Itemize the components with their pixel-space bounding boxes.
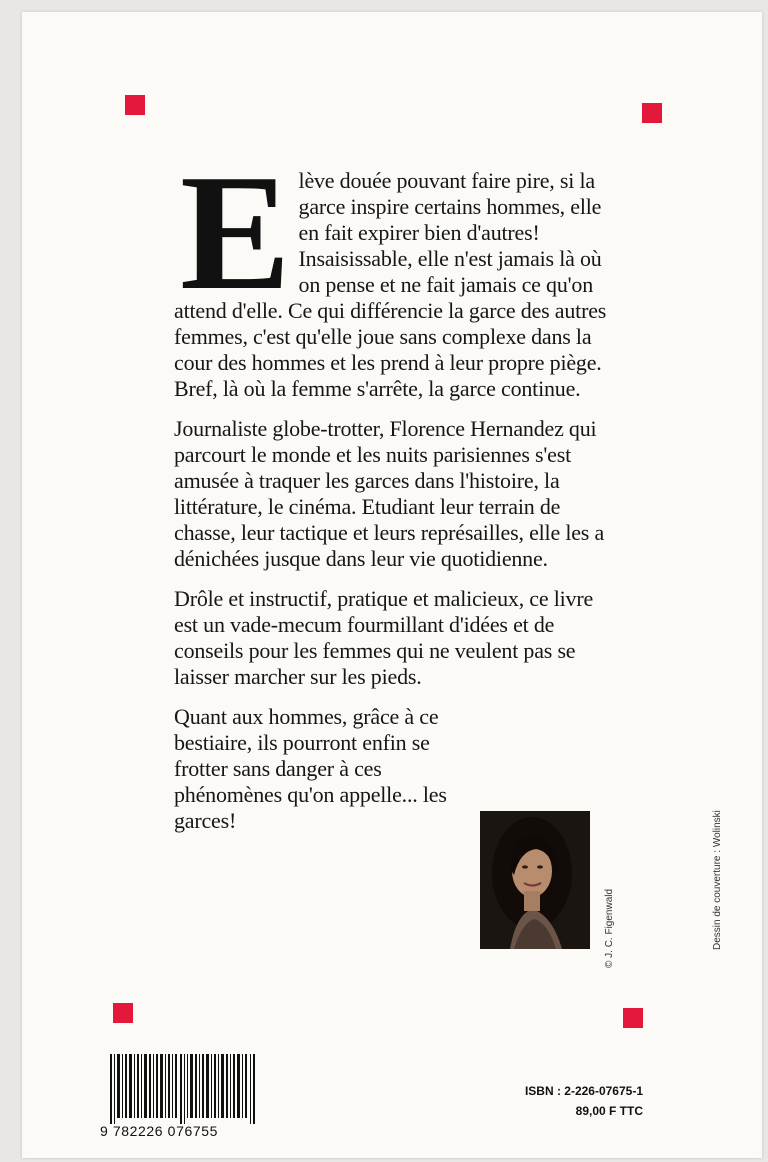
red-square-bottom-right [623,1008,643,1028]
author-photo [480,811,590,949]
blurb-paragraph-1 [174,140,610,402]
author-portrait-illustration [480,811,590,949]
barcode-number: 9 782226 076755 [100,1123,218,1139]
isbn-label: ISBN : 2-226-07675-1 [524,1084,643,1098]
price-label: 89,00 F TTC [575,1104,643,1118]
red-square-top-right [642,103,662,123]
photo-credit: © J. C. Figenwald [604,888,615,968]
cover-illustration-credit: Dessin de couverture : Wolinski [712,810,723,950]
blurb-paragraph-3: Drôle et instructif, pratique et malicieux, ce livre est un vade-mecum fourmillant d'idées et de conseils pour les femmes qui ne veulent pas se laisser marcher sur les pieds. [174,586,594,689]
blurb-paragraph-4: Quant aux hommes, grâce à ce bestiaire, ils pourront enfin se frotter sans danger à ces phénomènes qu'on appelle... les garces! [174,704,447,833]
dropcap-letter: E [180,140,291,324]
blurb-paragraph-1-text: lève douée pouvant faire pire, si la garce inspire certains hommes, elle en fait expirer bien d'autres! Insaisissable, elle n'est jamais là où on pense et ne fait jamais ce qu'on attend d'elle. Ce qui différencie la garce des autres femmes, c'est qu'elle joue sans complexe dans la cour des hommes et les prend à leur propre piège. Bref, là où la femme s'arrête, la garce continue. [174,168,607,401]
blurb-paragraph-2: Journaliste globe-trotter, Florence Hernandez qui parcourt le monde et les nuits parisiennes s'est amusée à traquer les garces dans l'histoire, la littérature, le cinéma. Etudiant leur terrain de chasse, leur tactique et leurs représailles, elle les a dénichées jusque dans leur vie quotidienne. [174,416,605,571]
barcode-image [110,1054,256,1124]
red-square-top-left [125,95,145,115]
blurb-text [174,140,610,848]
red-square-bottom-left [113,1003,133,1023]
